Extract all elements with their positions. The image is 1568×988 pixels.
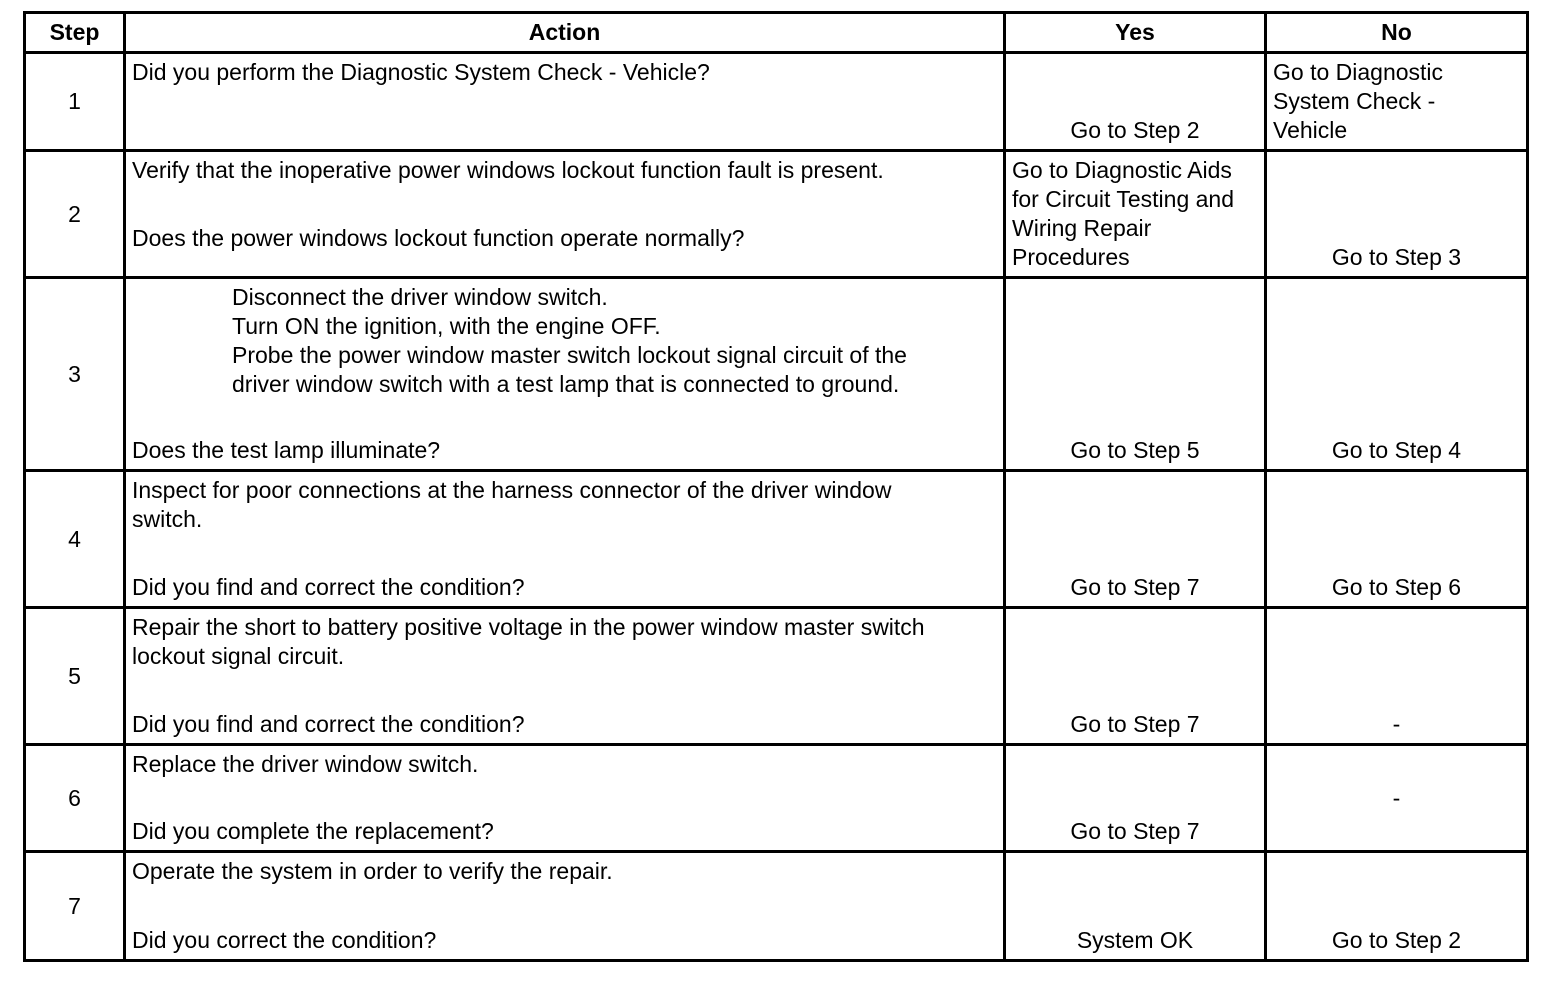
diagnostic-table-page: [23, 11, 1526, 962]
step-number: 4: [25, 471, 125, 608]
no-cell: [1266, 608, 1528, 745]
no-result: Go to Step 6: [1331, 574, 1462, 600]
action-text: Inspect for poor connections at the harness connector of the driver window: [132, 477, 892, 503]
no-result: -: [1392, 711, 1401, 737]
action-text: driver window switch with a test lamp that is connected to ground.: [232, 371, 900, 397]
yes-result: Go to Step 7: [1070, 818, 1200, 844]
no-result-line: System Check -: [1273, 88, 1436, 114]
yes-result-line: Procedures: [1012, 244, 1130, 270]
no-cell: [1266, 151, 1528, 278]
yes-result: Go to Step 5: [1070, 437, 1200, 463]
yes-cell: [1005, 745, 1266, 852]
yes-result-line: Wiring Repair: [1012, 215, 1152, 241]
action-text: Probe the power window master switch lockout signal circuit of the: [232, 342, 907, 368]
table-row: [25, 471, 1528, 608]
no-result: Go to Step 2: [1331, 927, 1462, 953]
table-row: [25, 151, 1528, 278]
table-row: [25, 745, 1528, 852]
action-question: Did you find and correct the condition?: [132, 574, 525, 600]
no-cell: [1266, 852, 1528, 961]
step-number: 2: [25, 151, 125, 278]
action-cell: [125, 53, 1005, 151]
no-result-line: Vehicle: [1273, 117, 1348, 143]
yes-result: Go to Step 7: [1070, 574, 1200, 600]
action-question: Did you complete the replacement?: [132, 818, 494, 844]
no-cell: [1266, 278, 1528, 471]
action-question: Does the power windows lockout function operate normally?: [132, 225, 745, 251]
step-number: 1: [25, 53, 125, 151]
yes-result: Go to Step 7: [1070, 711, 1200, 737]
yes-result-line: Go to Diagnostic Aids: [1012, 157, 1232, 183]
header-action: Action: [125, 13, 1005, 53]
table-row: [25, 852, 1528, 961]
yes-result-line: for Circuit Testing and: [1012, 186, 1235, 212]
action-text: Verify that the inoperative power windows lockout function fault is present.: [132, 157, 884, 183]
action-steps: [132, 283, 997, 399]
header-step: Step: [25, 13, 125, 53]
yes-result: System OK: [1076, 927, 1194, 953]
step-number: 7: [25, 852, 125, 961]
action-cell: [125, 745, 1005, 852]
action-text: lockout signal circuit.: [132, 643, 345, 669]
no-result: Go to Step 3: [1331, 244, 1462, 270]
yes-cell: [1005, 278, 1266, 471]
action-question: Did you find and correct the condition?: [132, 711, 525, 737]
step-number: 5: [25, 608, 125, 745]
no-result-line: Go to Diagnostic: [1273, 59, 1444, 85]
action-cell: [125, 471, 1005, 608]
no-result: Go to Step 4: [1331, 437, 1462, 463]
yes-cell: [1005, 608, 1266, 745]
step-number: 6: [25, 745, 125, 852]
table-row: [25, 278, 1528, 471]
action-text: switch.: [132, 506, 203, 532]
yes-cell: [1005, 53, 1266, 151]
table-header-row: [25, 13, 1528, 53]
no-cell: [1266, 471, 1528, 608]
no-result: -: [1392, 784, 1401, 811]
action-text: Repair the short to battery positive voltage in the power window master switch: [132, 614, 925, 640]
action-cell: [125, 278, 1005, 471]
action-cell: [125, 151, 1005, 278]
action-text: Turn ON the ignition, with the engine OFF.: [232, 313, 661, 339]
action-text: Operate the system in order to verify the repair.: [132, 858, 613, 884]
action-text: Disconnect the driver window switch.: [232, 284, 608, 310]
yes-cell: [1005, 151, 1266, 278]
action-question: Does the test lamp illuminate?: [132, 437, 441, 463]
yes-result: Go to Step 2: [1070, 117, 1200, 143]
diagnostic-table: [23, 11, 1529, 962]
action-text: Replace the driver window switch.: [132, 751, 479, 777]
header-yes: Yes: [1005, 13, 1266, 53]
table-row: [25, 53, 1528, 151]
yes-cell: [1005, 852, 1266, 961]
no-cell: [1266, 53, 1528, 151]
action-text: Did you perform the Diagnostic System Check - Vehicle?: [132, 59, 710, 85]
action-cell: [125, 852, 1005, 961]
action-question: Did you correct the condition?: [132, 927, 437, 953]
yes-cell: [1005, 471, 1266, 608]
header-no: No: [1266, 13, 1528, 53]
no-cell: [1266, 745, 1528, 852]
action-cell: [125, 608, 1005, 745]
table-row: [25, 608, 1528, 745]
step-number: 3: [25, 278, 125, 471]
